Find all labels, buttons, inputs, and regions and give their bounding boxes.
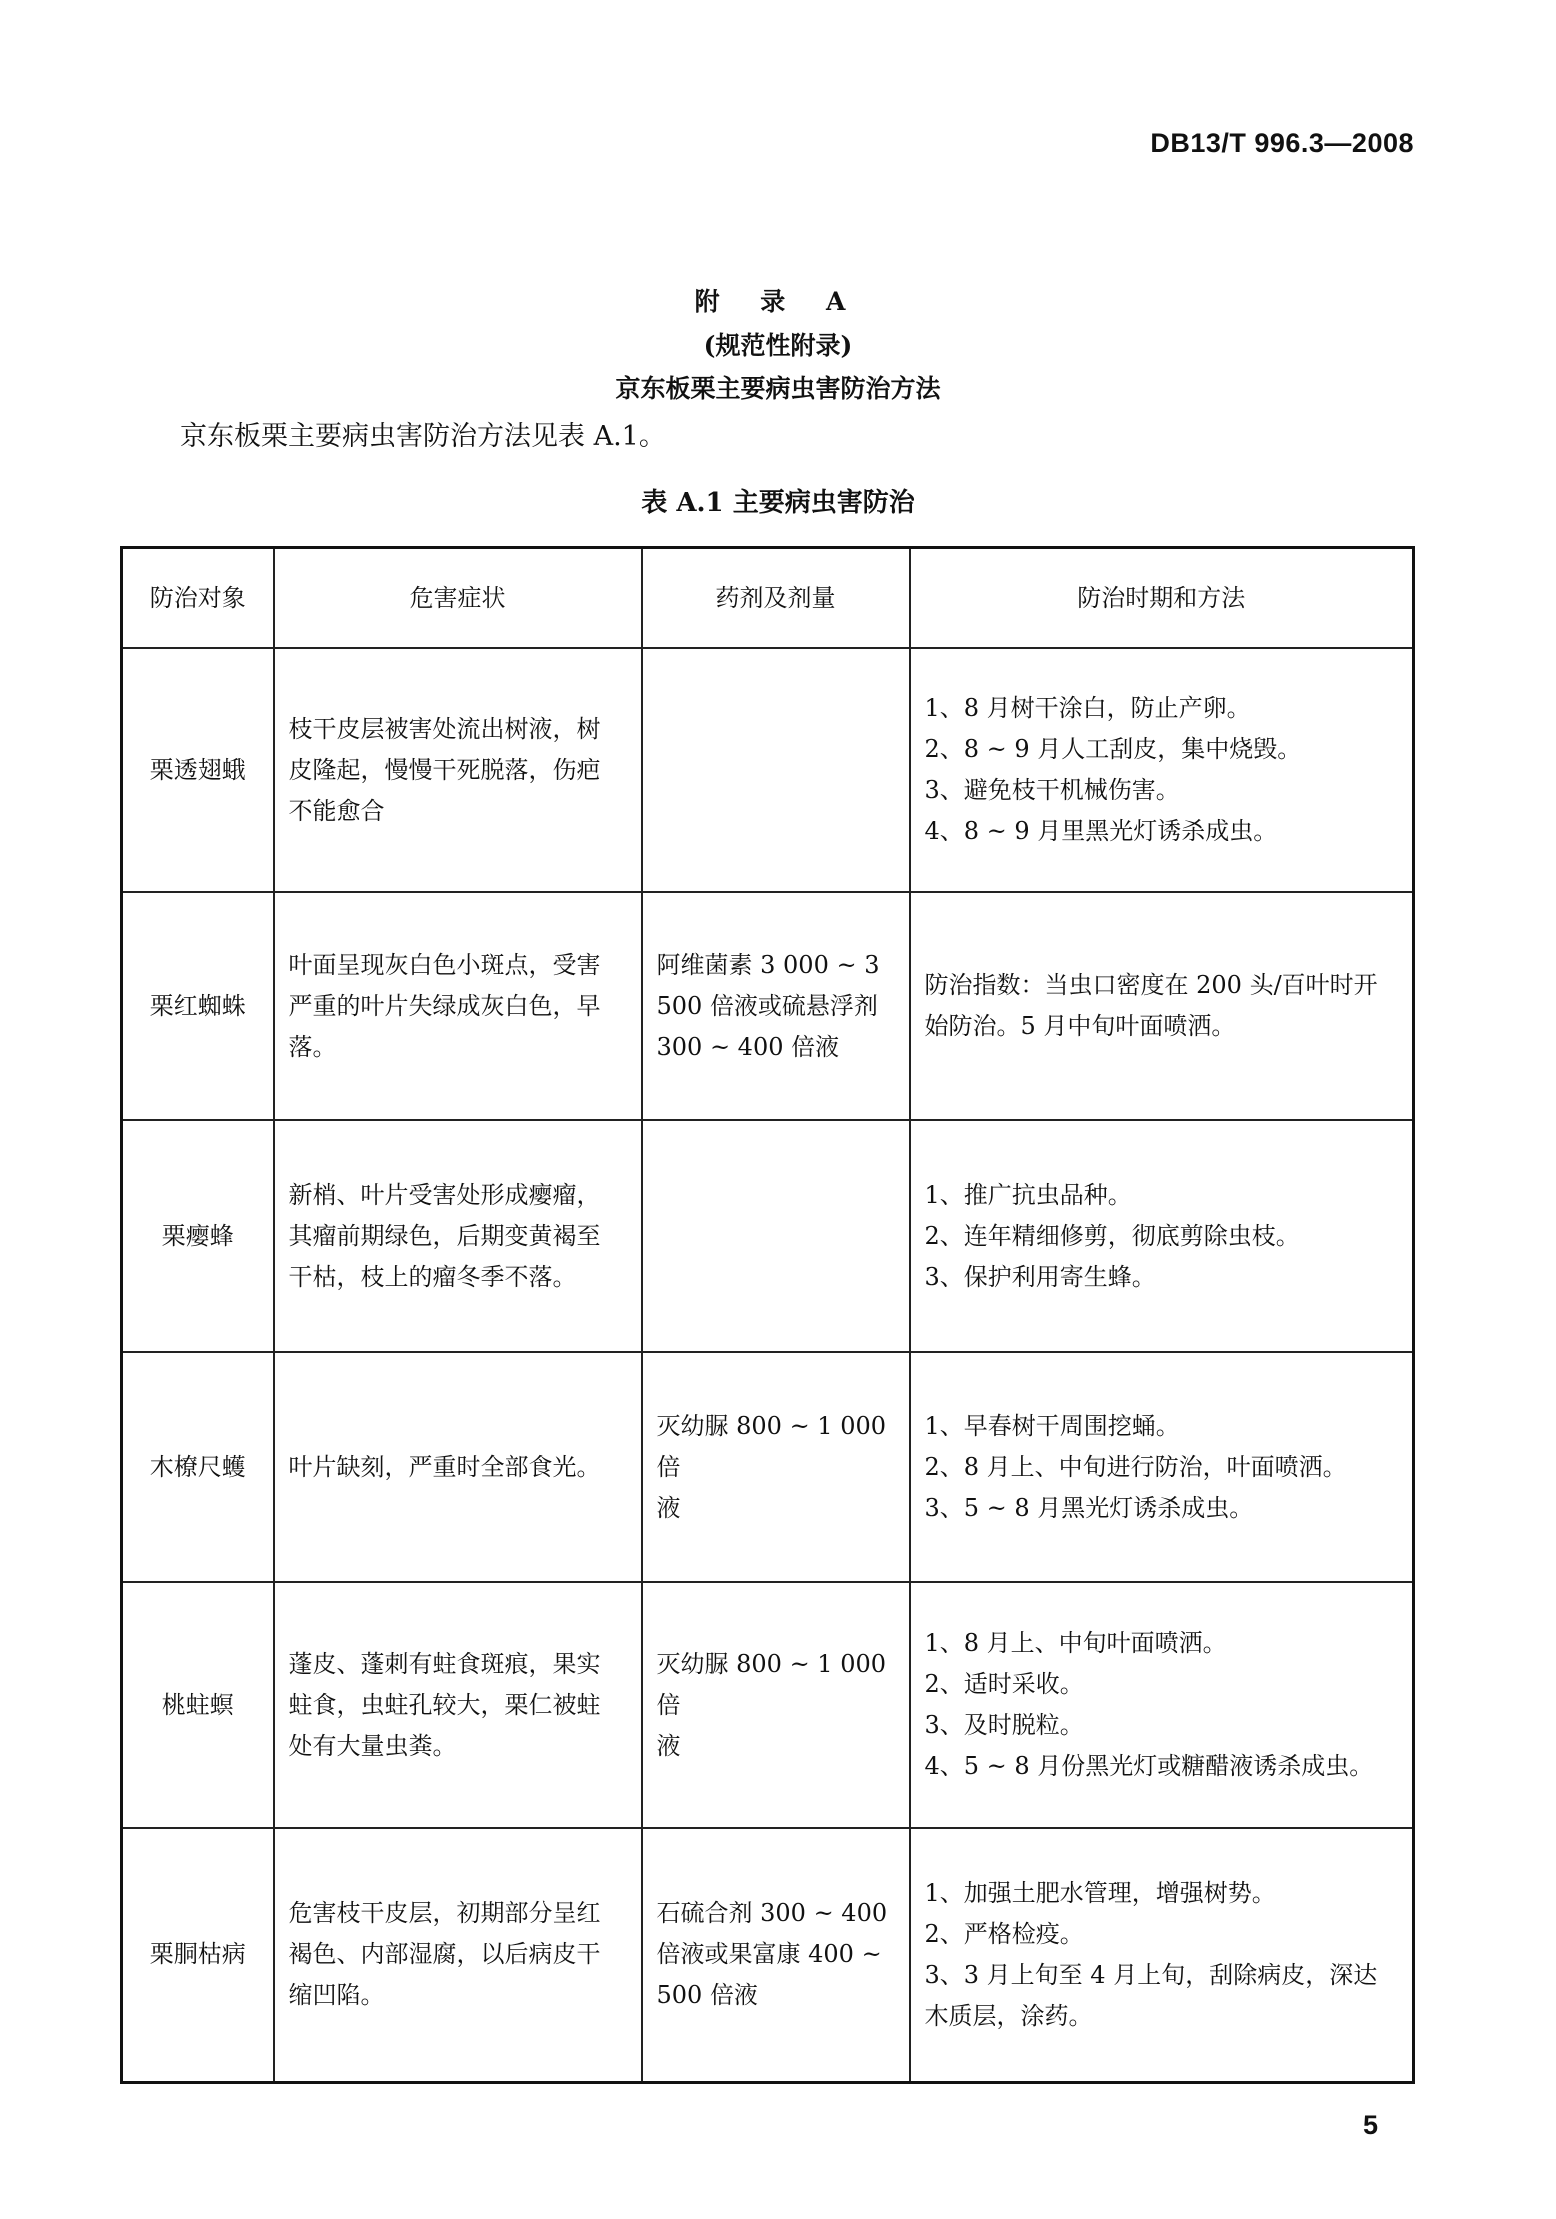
methods-line: 1、加强土肥水管理，增强树势。 [924, 1878, 1276, 1907]
page-number: 5 [1362, 2110, 1378, 2140]
agents-line: 阿维菌素 3 000 ~ 3 [656, 950, 880, 979]
cell-agents [642, 1582, 910, 1828]
agents-line: 500 倍液 [656, 1981, 758, 2010]
cell-methods [910, 648, 1414, 892]
symptoms-line: 干枯，枝上的瘤冬季不落。 [288, 1262, 577, 1291]
methods-line: 2、8 月上、中旬进行防治，叶面喷洒。 [924, 1452, 1347, 1481]
agents-line: 灭幼脲 800 ~ 1 000 倍 [656, 1411, 887, 1481]
symptoms-line: 叶面呈现灰白色小斑点，受害 [288, 950, 601, 979]
pest-name: 桃蛀螟 [122, 1582, 274, 1828]
cell-symptoms [274, 648, 642, 892]
agents-line: 500 倍液或硫悬浮剂 [656, 991, 878, 1020]
header-target: 防治对象 [122, 548, 274, 649]
cell-methods [910, 1352, 1414, 1582]
appendix-intro: 京东板栗主要病虫害防治方法见表 A.1。 [180, 421, 666, 452]
pest-name: 栗红蜘蛛 [122, 892, 274, 1120]
pest-name: 栗瘿蜂 [122, 1120, 274, 1352]
agents-line: 灭幼脲 800 ~ 1 000 倍 [656, 1649, 887, 1719]
table-row [122, 892, 1414, 1120]
header-methods: 防治时期和方法 [910, 548, 1414, 649]
agents-line: 300 ~ 400 倍液 [656, 1032, 840, 1061]
pest-control-table [120, 546, 1415, 2084]
pest-name: 栗透翅蛾 [122, 648, 274, 892]
methods-line: 1、8 月上、中旬叶面喷洒。 [924, 1629, 1227, 1657]
cell-symptoms [274, 1828, 642, 2082]
cell-symptoms [274, 1120, 642, 1352]
table-header-row [122, 548, 1414, 649]
symptoms-line: 叶片缺刻，严重时全部食光。 [288, 1452, 601, 1481]
cell-methods [910, 892, 1414, 1120]
methods-line: 1、推广抗虫品种。 [924, 1180, 1132, 1209]
cell-agents [642, 1120, 910, 1352]
agents-line: 液 [656, 1493, 681, 1522]
methods-line: 2、适时采收。 [924, 1670, 1084, 1698]
header-agents: 药剂及剂量 [642, 548, 910, 649]
methods-line: 2、连年精细修剪，彻底剪除虫枝。 [924, 1221, 1300, 1250]
symptoms-line: 处有大量虫粪。 [288, 1731, 457, 1760]
methods-line: 木质层，涂药。 [924, 2001, 1093, 2030]
cell-symptoms [274, 1352, 642, 1582]
appendix-type: (规范性附录) [703, 331, 853, 360]
symptoms-line: 蓬皮、蓬刺有蛀食斑痕，果实 [288, 1649, 601, 1678]
symptoms-line: 严重的叶片失绿成灰白色，早 [288, 991, 601, 1020]
symptoms-line: 蛀食，虫蛀孔较大，栗仁被蛀 [288, 1690, 601, 1719]
table-row [122, 648, 1414, 892]
agents-line: 倍液或果富康 400 ~ [656, 1940, 882, 1969]
table-caption: 表 A.1 主要病虫害防治 [641, 488, 915, 518]
methods-line: 防治指数：当虫口密度在 200 头/百叶时开 [924, 971, 1378, 999]
cell-methods [910, 1120, 1414, 1352]
methods-line: 1、早春树干周围挖蛹。 [924, 1411, 1180, 1440]
methods-line: 4、8 ~ 9 月里黑光灯诱杀成虫。 [924, 817, 1278, 845]
methods-line: 3、3 月上旬至 4 月上旬，刮除病皮，深达 [924, 1960, 1378, 1989]
symptoms-line: 皮隆起，慢慢干死脱落，伤疤 [288, 755, 601, 784]
cell-symptoms [274, 1582, 642, 1828]
methods-line: 3、5 ~ 8 月黑光灯诱杀成虫。 [924, 1493, 1254, 1522]
standard-code: DB13/T 996.3—2008 [1150, 128, 1414, 158]
symptoms-line: 其瘤前期绿色，后期变黄褐至 [288, 1221, 601, 1250]
pest-name: 栗胴枯病 [122, 1828, 274, 2082]
appendix-title: 附 录 A [694, 287, 862, 316]
cell-methods [910, 1582, 1414, 1828]
table-row [122, 1120, 1414, 1352]
agents-line: 石硫合剂 300 ~ 400 [656, 1899, 888, 1928]
appendix-name: 京东板栗主要病虫害防治方法 [615, 374, 941, 403]
methods-line: 始防治。5 月中旬叶面喷洒。 [924, 1012, 1236, 1040]
cell-methods [910, 1828, 1414, 2082]
table-row [122, 1352, 1414, 1582]
symptoms-line: 落。 [288, 1032, 337, 1061]
cell-symptoms [274, 892, 642, 1120]
methods-line: 1、8 月树干涂白，防止产卵。 [924, 694, 1251, 722]
methods-line: 4、5 ~ 8 月份黑光灯或糖醋液诱杀成虫。 [924, 1752, 1374, 1780]
methods-line: 2、严格检疫。 [924, 1919, 1084, 1948]
methods-line: 2、8 ~ 9 月人工刮皮，集中烧毁。 [924, 735, 1302, 763]
table-row [122, 1582, 1414, 1828]
cell-agents [642, 648, 910, 892]
symptoms-line: 不能愈合 [288, 796, 385, 825]
methods-line: 3、避免枝干机械伤害。 [924, 776, 1180, 804]
header-symptoms: 危害症状 [274, 548, 642, 649]
methods-line: 3、保护利用寄生蜂。 [924, 1262, 1156, 1291]
cell-agents [642, 1352, 910, 1582]
symptoms-line: 新梢、叶片受害处形成瘿瘤， [288, 1180, 601, 1209]
agents-line: 液 [656, 1731, 681, 1760]
table-row [122, 1828, 1414, 2082]
symptoms-line: 褐色、内部湿腐，以后病皮干 [288, 1940, 601, 1969]
cell-agents [642, 892, 910, 1120]
symptoms-line: 枝干皮层被害处流出树液，树 [288, 714, 601, 743]
pest-name: 木橑尺蠖 [122, 1352, 274, 1582]
symptoms-line: 危害枝干皮层，初期部分呈红 [288, 1899, 601, 1928]
methods-line: 3、及时脱粒。 [924, 1711, 1084, 1739]
symptoms-line: 缩凹陷。 [288, 1981, 385, 2010]
cell-agents [642, 1828, 910, 2082]
